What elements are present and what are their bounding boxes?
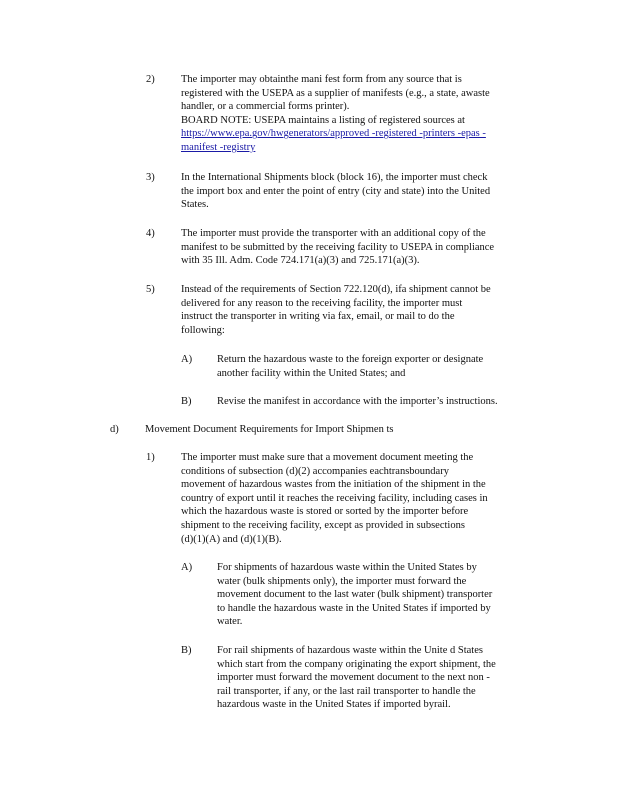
item-d1a-marker: A) [181, 562, 193, 573]
item-d1b-marker: B) [181, 645, 192, 656]
item-d1b-line-3: importer must forward the movement document to the next non - [217, 672, 490, 684]
registry-link-line-2[interactable]: manifest -registry [181, 141, 256, 153]
item-d1b-line-2: which start from the company originating the export shipment, the [217, 658, 496, 670]
item-d1-line-5: which the hazardous waste is stored or sorted by the importer before [181, 506, 469, 518]
item-d1-marker: 1) [146, 452, 155, 463]
item-3-text [181, 171, 531, 212]
registry-link-line-1[interactable]: https://www.epa.gov/hwgenerators/approved -registered -printers -epas - [181, 128, 486, 140]
item-5b-marker: B) [181, 396, 192, 407]
item-2-text [181, 73, 531, 155]
item-4-marker: 4) [146, 228, 155, 239]
item-4-text [181, 227, 531, 268]
item-5a-line-1: Return the hazardous waste to the foreign exporter or designate [217, 354, 484, 365]
item-2-line-1: The importer may obtainthe mani fest form from any source that is [181, 74, 462, 85]
item-5-line-4: following: [181, 324, 225, 336]
item-5b-text [217, 395, 531, 409]
item-d1-line-1: The importer must make sure that a movement document meeting the [181, 452, 474, 463]
item-5a-text [217, 353, 517, 380]
item-4-line-2: manifest to be submitted by the receiving facility to USEPA in compliance [181, 241, 495, 253]
item-2-marker: 2) [146, 74, 155, 85]
item-3-marker: 3) [146, 172, 155, 183]
item-5-line-3: instruct the transporter in writing via fax, email, or mail to do the [181, 311, 455, 323]
item-d1b-line-5: hazardous waste in the United States if imported byrail. [217, 699, 451, 711]
board-note-line: BOARD NOTE: USEPA maintains a listing of registered sources at [181, 114, 465, 126]
item-5-line-2: delivered for any reason to the receiving facility, the importer must [181, 297, 463, 309]
item-d1-line-6: shipment to the receiving facility, except as provided in subsections [181, 519, 465, 531]
item-d1a-line-1: For shipments of hazardous waste within the United States by [217, 562, 477, 573]
section-d-heading: Movement Document Requirements for Import Shipmen ts [145, 424, 394, 435]
item-d1a-line-3: movement document to the last water (bulk shipment) transporter [217, 589, 493, 601]
item-d1b-line-1: For rail shipments of hazardous waste within the Unite d States [217, 645, 483, 656]
item-5-marker: 5) [146, 284, 155, 295]
item-d1-line-4: country of export until it reaches the receiving facility, including cases in [181, 492, 488, 504]
item-d1a-line-5: water. [217, 616, 243, 628]
item-5a-marker: A) [181, 354, 193, 365]
item-4-line-3: with 35 Ill. Adm. Code 724.171(a)(3) and 725.171(a)(3). [181, 255, 420, 267]
item-3-line-3: States. [181, 199, 209, 211]
item-5b-line-1: Revise the manifest in accordance with the importer’s instructions. [217, 396, 498, 407]
item-d1-line-2: conditions of subsection (d)(2) accompanies eachtransboundary [181, 465, 449, 477]
item-d1-line-7: (d)(1)(A) and (d)(1)(B). [181, 533, 282, 545]
item-d1b-text [217, 644, 535, 712]
item-d1-line-3: movement of hazardous wastes from the initiation of the shipment in the [181, 479, 486, 491]
item-2-line-2: registered with the USEPA as a supplier of manifests (e.g., a state, awaste [181, 87, 490, 99]
item-2-line-3: handler, or a commercial forms printer). [181, 101, 350, 113]
item-3-line-2: the import box and enter the point of entry (city and state) into the United [181, 185, 491, 197]
item-4-line-1: The importer must provide the transporter with an additional copy of the [181, 228, 486, 239]
item-3-line-1: In the International Shipments block (block 16), the importer must check [181, 172, 488, 183]
item-5-text [181, 283, 531, 337]
item-5a-line-2: another facility within the United States; and [217, 367, 406, 379]
item-d1a-text [217, 561, 531, 629]
section-d-marker: d) [110, 424, 119, 435]
item-d1-text [181, 451, 531, 546]
item-d1b-line-4: rail transporter, if any, or the last rail transporter to handle the [217, 685, 476, 697]
item-5-line-1: Instead of the requirements of Section 722.120(d), ifa shipment cannot be [181, 284, 491, 295]
item-d1a-line-2: water (bulk shipments only), the importer must forward the [217, 575, 467, 587]
item-d1a-line-4: to handle the hazardous waste in the United States if imported by [217, 602, 491, 614]
